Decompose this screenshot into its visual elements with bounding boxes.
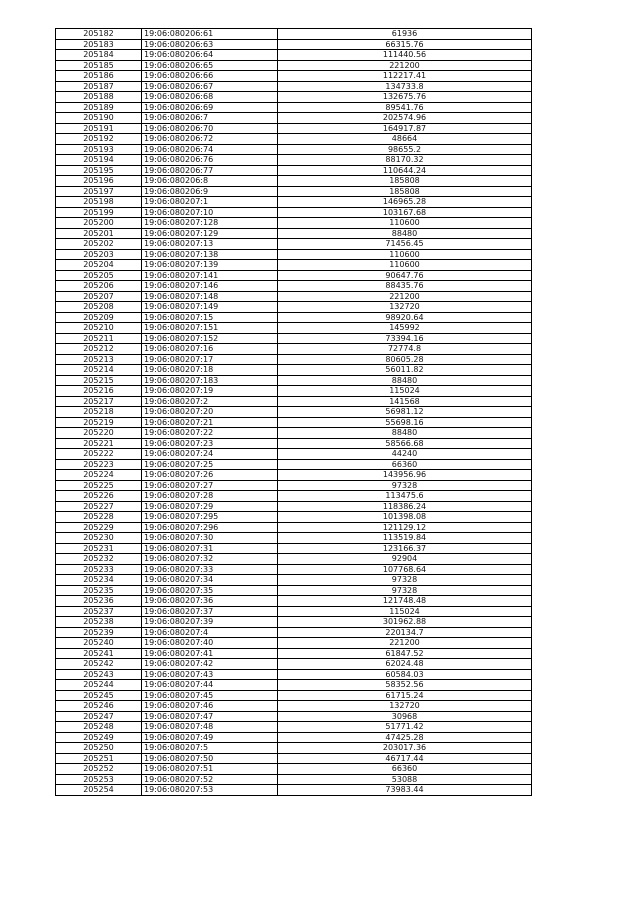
value-cell: 97328 [278,575,532,586]
cadastral-number-cell: 19:06:080207:295 [142,512,278,523]
value-cell: 115024 [278,606,532,617]
row-number-cell: 205182 [56,29,142,40]
cadastral-number-cell: 19:06:080206:66 [142,71,278,82]
table-row [56,711,532,722]
row-number-cell: 205240 [56,638,142,649]
table-row [56,197,532,208]
row-number-cell: 205247 [56,711,142,722]
value-cell: 115024 [278,386,532,397]
value-cell: 89541.76 [278,102,532,113]
row-number-cell: 205250 [56,743,142,754]
value-cell: 301962.88 [278,617,532,628]
cadastral-number-cell: 19:06:080207:21 [142,417,278,428]
cadastral-number-cell: 19:06:080207:146 [142,281,278,292]
table-row [56,155,532,166]
value-cell: 220134.7 [278,627,532,638]
row-number-cell: 205208 [56,302,142,313]
table-row [56,134,532,145]
row-number-cell: 205205 [56,270,142,281]
cadastral-number-cell: 19:06:080207:129 [142,228,278,239]
value-cell: 92904 [278,554,532,565]
row-number-cell: 205248 [56,722,142,733]
cadastral-number-cell: 19:06:080207:296 [142,522,278,533]
value-cell: 55698.16 [278,417,532,428]
value-cell: 112217.41 [278,71,532,82]
row-number-cell: 205198 [56,197,142,208]
value-cell: 66360 [278,764,532,775]
table-row [56,659,532,670]
value-cell: 164917.87 [278,123,532,134]
value-cell: 221200 [278,60,532,71]
row-number-cell: 205214 [56,365,142,376]
row-number-cell: 205184 [56,50,142,61]
table-row [56,407,532,418]
cadastral-number-cell: 19:06:080207:44 [142,680,278,691]
row-number-cell: 205219 [56,417,142,428]
value-cell: 44240 [278,449,532,460]
value-cell: 110644.24 [278,165,532,176]
value-cell: 58566.68 [278,438,532,449]
row-number-cell: 205235 [56,585,142,596]
table-row [56,596,532,607]
cadastral-number-cell: 19:06:080206:69 [142,102,278,113]
value-cell: 103167.68 [278,207,532,218]
cadastral-number-cell: 19:06:080207:2 [142,396,278,407]
value-cell: 118386.24 [278,501,532,512]
value-cell: 61715.24 [278,690,532,701]
value-cell: 143956.96 [278,470,532,481]
table-row [56,375,532,386]
cadastral-number-cell: 19:06:080207:152 [142,333,278,344]
cadastral-number-cell: 19:06:080207:31 [142,543,278,554]
value-cell: 110600 [278,260,532,271]
cadastral-number-cell: 19:06:080207:36 [142,596,278,607]
row-number-cell: 205203 [56,249,142,260]
cadastral-number-cell: 19:06:080207:42 [142,659,278,670]
cadastral-number-cell: 19:06:080207:17 [142,354,278,365]
cadastral-number-cell: 19:06:080207:22 [142,428,278,439]
value-cell: 61847.52 [278,648,532,659]
table-row [56,207,532,218]
cadastral-number-cell: 19:06:080206:70 [142,123,278,134]
table-row [56,291,532,302]
row-number-cell: 205213 [56,354,142,365]
cadastral-number-cell: 19:06:080206:8 [142,176,278,187]
value-cell: 110600 [278,249,532,260]
row-number-cell: 205217 [56,396,142,407]
table-row [56,123,532,134]
value-cell: 132720 [278,701,532,712]
table-row [56,585,532,596]
cadastral-number-cell: 19:06:080207:41 [142,648,278,659]
table-row [56,638,532,649]
cadastral-number-cell: 19:06:080207:26 [142,470,278,481]
table-row [56,606,532,617]
row-number-cell: 205197 [56,186,142,197]
table-row [56,449,532,460]
table-row [56,428,532,439]
row-number-cell: 205232 [56,554,142,565]
table-row [56,218,532,229]
row-number-cell: 205220 [56,428,142,439]
value-cell: 48664 [278,134,532,145]
table-row [56,102,532,113]
value-cell: 46717.44 [278,753,532,764]
cadastral-number-cell: 19:06:080207:15 [142,312,278,323]
table-row [56,270,532,281]
table-row [56,627,532,638]
table-row [56,543,532,554]
value-cell: 72774.8 [278,344,532,355]
row-number-cell: 205242 [56,659,142,670]
cadastral-number-cell: 19:06:080207:40 [142,638,278,649]
table-body [56,29,532,796]
value-cell: 98655.2 [278,144,532,155]
row-number-cell: 205202 [56,239,142,250]
value-cell: 132720 [278,302,532,313]
cadastral-number-cell: 19:06:080207:19 [142,386,278,397]
cadastral-number-cell: 19:06:080206:61 [142,29,278,40]
table-row [56,396,532,407]
table-row [56,491,532,502]
row-number-cell: 205236 [56,596,142,607]
cadastral-number-cell: 19:06:080207:4 [142,627,278,638]
row-number-cell: 205223 [56,459,142,470]
table-row [56,239,532,250]
row-number-cell: 205204 [56,260,142,271]
cadastral-number-cell: 19:06:080207:34 [142,575,278,586]
value-cell: 101398.08 [278,512,532,523]
value-cell: 145992 [278,323,532,334]
table-row [56,417,532,428]
table-row [56,186,532,197]
table-row [56,732,532,743]
cadastral-number-cell: 19:06:080207:48 [142,722,278,733]
cadastral-number-cell: 19:06:080207:50 [142,753,278,764]
table-row [56,281,532,292]
cadastral-number-cell: 19:06:080207:128 [142,218,278,229]
table-row [56,470,532,481]
cadastral-number-cell: 19:06:080207:30 [142,533,278,544]
table-row [56,312,532,323]
cadastral-number-cell: 19:06:080207:141 [142,270,278,281]
row-number-cell: 205218 [56,407,142,418]
value-cell: 185808 [278,186,532,197]
row-number-cell: 205215 [56,375,142,386]
cadastral-number-cell: 19:06:080207:148 [142,291,278,302]
cadastral-number-cell: 19:06:080207:33 [142,564,278,575]
row-number-cell: 205201 [56,228,142,239]
value-cell: 88480 [278,375,532,386]
cadastral-number-cell: 19:06:080207:52 [142,774,278,785]
row-number-cell: 205183 [56,39,142,50]
value-cell: 98920.64 [278,312,532,323]
cadastral-number-cell: 19:06:080207:16 [142,344,278,355]
row-number-cell: 205191 [56,123,142,134]
cadastral-number-cell: 19:06:080207:43 [142,669,278,680]
table-row [56,522,532,533]
value-cell: 30968 [278,711,532,722]
cadastral-number-cell: 19:06:080207:5 [142,743,278,754]
cadastral-number-cell: 19:06:080206:67 [142,81,278,92]
cadastral-number-cell: 19:06:080207:25 [142,459,278,470]
cadastral-number-cell: 19:06:080207:29 [142,501,278,512]
table-row [56,753,532,764]
table-row [56,228,532,239]
row-number-cell: 205222 [56,449,142,460]
row-number-cell: 205206 [56,281,142,292]
table-row [56,144,532,155]
cadastral-number-cell: 19:06:080207:51 [142,764,278,775]
value-cell: 56981.12 [278,407,532,418]
table-row [56,459,532,470]
value-cell: 110600 [278,218,532,229]
table-row [56,617,532,628]
row-number-cell: 205238 [56,617,142,628]
value-cell: 58352.56 [278,680,532,691]
value-cell: 71456.45 [278,239,532,250]
table-row [56,81,532,92]
table-row [56,260,532,271]
cadastral-number-cell: 19:06:080206:72 [142,134,278,145]
cadastral-number-cell: 19:06:080207:20 [142,407,278,418]
cadastral-number-cell: 19:06:080207:39 [142,617,278,628]
value-cell: 132675.76 [278,92,532,103]
table-row [56,60,532,71]
table-row [56,344,532,355]
row-number-cell: 205189 [56,102,142,113]
table-row [56,249,532,260]
value-cell: 113475.6 [278,491,532,502]
cadastral-number-cell: 19:06:080207:49 [142,732,278,743]
row-number-cell: 205226 [56,491,142,502]
row-number-cell: 205244 [56,680,142,691]
cadastral-number-cell: 19:06:080207:47 [142,711,278,722]
table-row [56,564,532,575]
value-cell: 66360 [278,459,532,470]
row-number-cell: 205245 [56,690,142,701]
row-number-cell: 205199 [56,207,142,218]
row-number-cell: 205186 [56,71,142,82]
value-cell: 185808 [278,176,532,187]
cadastral-number-cell: 19:06:080206:9 [142,186,278,197]
row-number-cell: 205192 [56,134,142,145]
table-row [56,533,532,544]
row-number-cell: 205194 [56,155,142,166]
cadastral-number-cell: 19:06:080207:23 [142,438,278,449]
row-number-cell: 205254 [56,785,142,796]
value-cell: 62024.48 [278,659,532,670]
cadastral-number-cell: 19:06:080207:46 [142,701,278,712]
row-number-cell: 205210 [56,323,142,334]
value-cell: 203017.36 [278,743,532,754]
row-number-cell: 205211 [56,333,142,344]
table-row [56,438,532,449]
value-cell: 88435.76 [278,281,532,292]
cadastral-number-cell: 19:06:080206:77 [142,165,278,176]
table-row [56,302,532,313]
table-row [56,365,532,376]
row-number-cell: 205249 [56,732,142,743]
table-row [56,701,532,712]
value-cell: 60584.03 [278,669,532,680]
table-row [56,480,532,491]
table-row [56,785,532,796]
table-row [56,323,532,334]
row-number-cell: 205234 [56,575,142,586]
value-cell: 107768.64 [278,564,532,575]
value-cell: 56011.82 [278,365,532,376]
cadastral-number-cell: 19:06:080207:151 [142,323,278,334]
row-number-cell: 205237 [56,606,142,617]
row-number-cell: 205190 [56,113,142,124]
row-number-cell: 205185 [56,60,142,71]
cadastral-number-cell: 19:06:080207:183 [142,375,278,386]
row-number-cell: 205212 [56,344,142,355]
value-cell: 202574.96 [278,113,532,124]
row-number-cell: 205195 [56,165,142,176]
value-cell: 221200 [278,291,532,302]
value-cell: 88480 [278,228,532,239]
cadastral-number-cell: 19:06:080207:45 [142,690,278,701]
row-number-cell: 205231 [56,543,142,554]
cadastral-number-cell: 19:06:080206:65 [142,60,278,71]
cadastral-number-cell: 19:06:080206:76 [142,155,278,166]
cadastral-number-cell: 19:06:080206:7 [142,113,278,124]
table-row [56,743,532,754]
table-row [56,386,532,397]
row-number-cell: 205251 [56,753,142,764]
cadastral-number-cell: 19:06:080207:18 [142,365,278,376]
cadastral-number-cell: 19:06:080206:68 [142,92,278,103]
row-number-cell: 205207 [56,291,142,302]
row-number-cell: 205233 [56,564,142,575]
table-row [56,774,532,785]
table-row [56,50,532,61]
row-number-cell: 205239 [56,627,142,638]
row-number-cell: 205225 [56,480,142,491]
cadastral-number-cell: 19:06:080207:35 [142,585,278,596]
cadastral-number-cell: 19:06:080206:64 [142,50,278,61]
value-cell: 123166.37 [278,543,532,554]
cadastral-number-cell: 19:06:080206:63 [142,39,278,50]
table-row [56,648,532,659]
cadastral-number-cell: 19:06:080207:139 [142,260,278,271]
value-cell: 61936 [278,29,532,40]
value-cell: 47425.28 [278,732,532,743]
value-cell: 111440.56 [278,50,532,61]
table-row [56,71,532,82]
cadastral-number-cell: 19:06:080207:32 [142,554,278,565]
value-cell: 88480 [278,428,532,439]
table-row [56,722,532,733]
value-cell: 97328 [278,480,532,491]
cadastral-number-cell: 19:06:080207:138 [142,249,278,260]
data-sheet [55,28,531,796]
table-row [56,176,532,187]
row-number-cell: 205200 [56,218,142,229]
table-row [56,680,532,691]
row-number-cell: 205241 [56,648,142,659]
table-row [56,575,532,586]
table-row [56,92,532,103]
table-row [56,554,532,565]
cadastral-number-cell: 19:06:080207:27 [142,480,278,491]
row-number-cell: 205230 [56,533,142,544]
table-row [56,354,532,365]
row-number-cell: 205253 [56,774,142,785]
value-cell: 121748.48 [278,596,532,607]
value-cell: 97328 [278,585,532,596]
value-cell: 66315.76 [278,39,532,50]
table-row [56,39,532,50]
cadastral-number-cell: 19:06:080207:24 [142,449,278,460]
cadastral-number-cell: 19:06:080207:149 [142,302,278,313]
row-number-cell: 205224 [56,470,142,481]
row-number-cell: 205252 [56,764,142,775]
value-cell: 90647.76 [278,270,532,281]
cadastral-number-cell: 19:06:080207:28 [142,491,278,502]
row-number-cell: 205246 [56,701,142,712]
row-number-cell: 205187 [56,81,142,92]
value-cell: 73983.44 [278,785,532,796]
value-cell: 141568 [278,396,532,407]
table-row [56,165,532,176]
value-cell: 88170.32 [278,155,532,166]
row-number-cell: 205193 [56,144,142,155]
value-cell: 53088 [278,774,532,785]
row-number-cell: 205216 [56,386,142,397]
table-row [56,512,532,523]
value-cell: 113519.84 [278,533,532,544]
value-cell: 221200 [278,638,532,649]
table-row [56,501,532,512]
row-number-cell: 205227 [56,501,142,512]
row-number-cell: 205188 [56,92,142,103]
value-cell: 121129.12 [278,522,532,533]
row-number-cell: 205196 [56,176,142,187]
data-table [55,28,532,796]
value-cell: 51771.42 [278,722,532,733]
cadastral-number-cell: 19:06:080206:74 [142,144,278,155]
cadastral-number-cell: 19:06:080207:13 [142,239,278,250]
table-row [56,333,532,344]
row-number-cell: 205221 [56,438,142,449]
row-number-cell: 205229 [56,522,142,533]
table-row [56,764,532,775]
cadastral-number-cell: 19:06:080207:37 [142,606,278,617]
table-row [56,113,532,124]
table-row [56,669,532,680]
value-cell: 80605.28 [278,354,532,365]
row-number-cell: 205209 [56,312,142,323]
value-cell: 134733.8 [278,81,532,92]
table-row [56,690,532,701]
value-cell: 73394.16 [278,333,532,344]
cadastral-number-cell: 19:06:080207:10 [142,207,278,218]
row-number-cell: 205228 [56,512,142,523]
value-cell: 146965.28 [278,197,532,208]
row-number-cell: 205243 [56,669,142,680]
table-row [56,29,532,40]
cadastral-number-cell: 19:06:080207:1 [142,197,278,208]
cadastral-number-cell: 19:06:080207:53 [142,785,278,796]
